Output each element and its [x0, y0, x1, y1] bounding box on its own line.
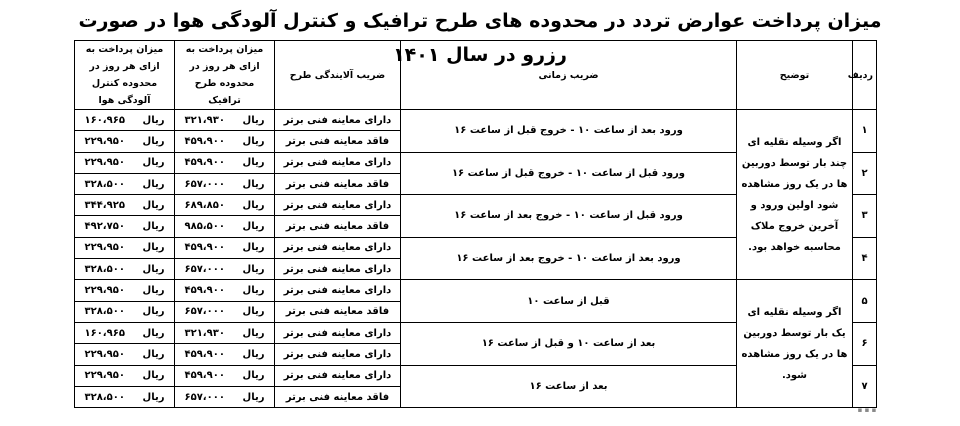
- traffic-fee-cell: [175, 322, 275, 343]
- traffic-fee-amount: ۳۲۱،۹۳۰: [184, 114, 225, 126]
- pollution-coefficient-cell: دارای معاینه فنی برتر: [275, 280, 401, 301]
- pollution-fee-cell: [75, 259, 175, 280]
- pollution-fee-amount: ۲۲۹،۹۵۰: [84, 285, 125, 297]
- traffic-fee-amount: ۶۸۹،۸۵۰: [184, 199, 225, 211]
- currency-label: ریال: [242, 327, 265, 339]
- currency-label: ریال: [142, 348, 165, 360]
- pollution-fee-cell: [75, 280, 175, 301]
- traffic-fee-amount: ۴۵۹،۹۰۰: [184, 370, 225, 382]
- time-coefficient-cell: ورود بعد از ساعت ۱۰ - خروج بعد از ساعت ۱۶: [401, 237, 737, 280]
- time-coefficient-cell: قبل از ساعت ۱۰: [401, 280, 737, 323]
- currency-label: ریال: [242, 348, 265, 360]
- currency-label: ریال: [242, 370, 265, 382]
- currency-label: ریال: [142, 221, 165, 233]
- currency-label: ریال: [142, 370, 165, 382]
- row-number: ۷: [853, 365, 877, 408]
- traffic-fee-amount: ۴۵۹،۹۰۰: [184, 285, 225, 297]
- table-body: [75, 110, 877, 408]
- pollution-coefficient-cell: فاقد معاینه فنی برتر: [275, 131, 401, 152]
- header-pollution-fee: میزان پرداخت به ازای هر روز در محدوده کنترل آلودگی هوا: [75, 41, 175, 110]
- currency-label: ریال: [242, 306, 265, 318]
- pollution-fee-amount: ۳۴۴،۹۲۵: [84, 199, 125, 211]
- traffic-fee-cell: [175, 173, 275, 194]
- currency-label: ریال: [142, 285, 165, 297]
- header-row-no: ردیف: [853, 41, 877, 110]
- currency-label: ریال: [142, 327, 165, 339]
- pollution-fee-amount: ۳۲۸،۵۰۰: [84, 263, 125, 275]
- currency-label: ریال: [242, 178, 265, 190]
- currency-label: ریال: [242, 263, 265, 275]
- traffic-fee-cell: [175, 237, 275, 258]
- pollution-coefficient-cell: دارای معاینه فنی برتر: [275, 365, 401, 386]
- pollution-fee-cell: [75, 344, 175, 365]
- currency-label: ریال: [242, 242, 265, 254]
- currency-label: ریال: [142, 391, 165, 403]
- currency-label: ریال: [142, 263, 165, 275]
- traffic-fee-cell: [175, 344, 275, 365]
- currency-label: ریال: [142, 135, 165, 147]
- pollution-fee-cell: [75, 110, 175, 131]
- currency-label: ریال: [142, 242, 165, 254]
- traffic-fee-amount: ۶۵۷،۰۰۰: [184, 263, 225, 275]
- time-coefficient-cell: بعد از ساعت ۱۶: [401, 365, 737, 408]
- traffic-fee-cell: [175, 216, 275, 237]
- pollution-fee-amount: ۳۲۸،۵۰۰: [84, 306, 125, 318]
- traffic-fee-cell: [175, 110, 275, 131]
- traffic-fee-cell: [175, 386, 275, 407]
- time-coefficient-cell: ورود بعد از ساعت ۱۰ - خروج قبل از ساعت ۱۶: [401, 110, 737, 153]
- pollution-fee-cell: [75, 237, 175, 258]
- pollution-fee-cell: [75, 173, 175, 194]
- pollution-coefficient-cell: دارای معاینه فنی برتر: [275, 152, 401, 173]
- currency-label: ریال: [142, 306, 165, 318]
- pollution-fee-cell: [75, 131, 175, 152]
- pollution-fee-amount: ۱۶۰،۹۶۵: [84, 114, 125, 126]
- pollution-coefficient-cell: دارای معاینه فنی برتر: [275, 344, 401, 365]
- traffic-fee-amount: ۴۵۹،۹۰۰: [184, 242, 225, 254]
- pollution-coefficient-cell: فاقد معاینه فنی برتر: [275, 386, 401, 407]
- pollution-coefficient-cell: دارای معاینه فنی برتر: [275, 195, 401, 216]
- pollution-fee-amount: ۲۲۹،۹۵۰: [84, 370, 125, 382]
- pollution-coefficient-cell: دارای معاینه فنی برتر: [275, 259, 401, 280]
- traffic-fee-cell: [175, 195, 275, 216]
- traffic-fee-cell: [175, 280, 275, 301]
- row-number: ۶: [853, 322, 877, 365]
- pollution-coefficient-cell: دارای معاینه فنی برتر: [275, 110, 401, 131]
- description-cell: اگر وسیله نقلیه ای چند بار توسط دوربین ها در یک روز مشاهده شود اولین ورود و آخرین خروج ملاک محاسبه خواهد بود.: [737, 110, 853, 280]
- currency-label: ریال: [242, 135, 265, 147]
- pollution-fee-amount: ۲۲۹،۹۵۰: [84, 242, 125, 254]
- traffic-fee-amount: ۴۵۹،۹۰۰: [184, 135, 225, 147]
- traffic-fee-amount: ۴۵۹،۹۰۰: [184, 348, 225, 360]
- fee-table: [74, 40, 877, 408]
- time-coefficient-cell: ورود قبل از ساعت ۱۰ - خروج قبل از ساعت ۱۶: [401, 152, 737, 195]
- pollution-coefficient-cell: فاقد معاینه فنی برتر: [275, 216, 401, 237]
- pollution-fee-cell: [75, 301, 175, 322]
- pollution-fee-amount: ۳۲۸،۵۰۰: [84, 391, 125, 403]
- currency-label: ریال: [142, 199, 165, 211]
- currency-label: ریال: [242, 285, 265, 297]
- description-cell: اگر وسیله نقلیه ای یک بار توسط دوربین ها در یک روز مشاهده شود.: [737, 280, 853, 408]
- traffic-fee-cell: [175, 152, 275, 173]
- pollution-fee-amount: ۱۶۰،۹۶۵: [84, 327, 125, 339]
- time-coefficient-cell: ورود قبل از ساعت ۱۰ - خروج بعد از ساعت ۱۶: [401, 195, 737, 238]
- pollution-fee-amount: ۲۲۹،۹۵۰: [84, 157, 125, 169]
- row-number: ۱: [853, 110, 877, 153]
- traffic-fee-amount: ۹۸۵،۵۰۰: [184, 221, 225, 233]
- row-number: ۵: [853, 280, 877, 323]
- pollution-fee-cell: [75, 386, 175, 407]
- traffic-fee-cell: [175, 131, 275, 152]
- traffic-fee-cell: [175, 301, 275, 322]
- pollution-fee-amount: ۳۲۸،۵۰۰: [84, 178, 125, 190]
- pollution-coefficient-cell: فاقد معاینه فنی برتر: [275, 301, 401, 322]
- header-row: [75, 41, 877, 110]
- header-pollution-coefficient: ضریب آلایندگی طرح: [275, 41, 401, 110]
- row-number: ۳: [853, 195, 877, 238]
- pollution-fee-cell: [75, 322, 175, 343]
- traffic-fee-cell: [175, 365, 275, 386]
- traffic-fee-amount: ۶۵۷،۰۰۰: [184, 306, 225, 318]
- pollution-fee-amount: ۲۲۹،۹۵۰: [84, 348, 125, 360]
- row-number: ۲: [853, 152, 877, 195]
- pollution-coefficient-cell: فاقد معاینه فنی برتر: [275, 173, 401, 194]
- table-row: [75, 280, 877, 301]
- currency-label: ریال: [242, 199, 265, 211]
- traffic-fee-amount: ۴۵۹،۹۰۰: [184, 157, 225, 169]
- traffic-fee-amount: ۶۵۷،۰۰۰: [184, 391, 225, 403]
- header-traffic-fee: میزان پرداخت به ازای هر روز در محدوده طرح ترافیک: [175, 41, 275, 110]
- header-description: توضیح: [737, 41, 853, 110]
- pollution-coefficient-cell: دارای معاینه فنی برتر: [275, 237, 401, 258]
- currency-label: ریال: [242, 221, 265, 233]
- currency-label: ریال: [142, 114, 165, 126]
- pollution-fee-amount: ۴۹۲،۷۵۰: [84, 221, 125, 233]
- traffic-fee-amount: ۳۲۱،۹۳۰: [184, 327, 225, 339]
- currency-label: ریال: [142, 178, 165, 190]
- pollution-fee-cell: [75, 216, 175, 237]
- traffic-fee-cell: [175, 259, 275, 280]
- watermark-mark: ▪ ▪ ▪: [857, 406, 877, 414]
- header-time-coefficient: ضریب زمانی: [401, 41, 737, 110]
- currency-label: ریال: [142, 157, 165, 169]
- traffic-fee-amount: ۶۵۷،۰۰۰: [184, 178, 225, 190]
- pollution-fee-cell: [75, 365, 175, 386]
- currency-label: ریال: [242, 157, 265, 169]
- pollution-fee-amount: ۲۲۹،۹۵۰: [84, 135, 125, 147]
- time-coefficient-cell: بعد از ساعت ۱۰ و قبل از ساعت ۱۶: [401, 322, 737, 365]
- currency-label: ریال: [242, 114, 265, 126]
- pollution-fee-cell: [75, 152, 175, 173]
- currency-label: ریال: [242, 391, 265, 403]
- page-title: میزان پرداخت عوارض تردد در محدوده های طرح ترافیک و کنترل آلودگی هوا در صورت رزرو در سال ۱۴۰۱: [78, 10, 882, 66]
- row-number: ۴: [853, 237, 877, 280]
- pollution-fee-cell: [75, 195, 175, 216]
- table-row: [75, 110, 877, 131]
- pollution-coefficient-cell: دارای معاینه فنی برتر: [275, 322, 401, 343]
